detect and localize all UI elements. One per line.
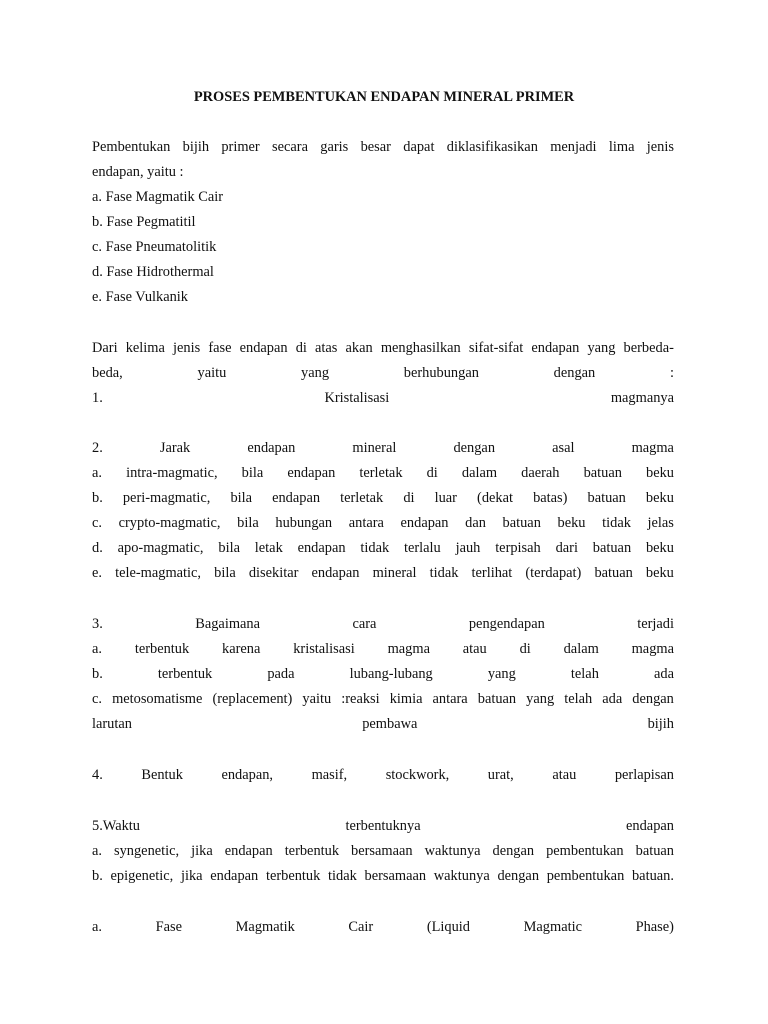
text-line	[92, 438, 674, 458]
word: yang	[487, 666, 516, 682]
word: terbentuknya	[345, 818, 421, 834]
word: dengan	[497, 868, 540, 884]
word: kelima	[125, 340, 165, 356]
word: (dekat	[477, 490, 513, 506]
word: bila	[230, 490, 253, 506]
word: yaitu	[302, 691, 332, 707]
word: mineral	[352, 440, 397, 456]
text-line	[92, 388, 674, 408]
word: Magmatic	[523, 919, 582, 935]
word: c.	[92, 515, 102, 531]
word: dari	[555, 540, 578, 556]
word: 2.	[92, 440, 103, 456]
text-line	[92, 463, 674, 483]
text-line: c. Fase Pneumatolitik	[92, 239, 217, 255]
word: b.	[92, 666, 103, 682]
word: endapan	[297, 540, 346, 556]
word: 4.	[92, 767, 103, 783]
word: terbentuk	[265, 868, 321, 884]
word: terletak	[340, 490, 384, 506]
word: (Liquid	[426, 919, 470, 935]
word: terlihat	[471, 565, 513, 581]
word: batas)	[533, 490, 568, 506]
word: syngenetic,	[114, 843, 180, 859]
word: fase	[208, 340, 232, 356]
word: menghasilkan	[380, 340, 461, 356]
word: batuan	[635, 843, 674, 859]
word: terlalu	[403, 540, 441, 556]
word: terletak	[359, 465, 403, 481]
word: letak	[254, 540, 283, 556]
word: ada	[602, 691, 623, 707]
word: dengan	[453, 440, 496, 456]
word: garis	[320, 139, 349, 155]
word: d.	[92, 540, 103, 556]
word: lubang-lubang	[349, 666, 433, 682]
word: (replacement)	[212, 691, 293, 707]
word: batuan	[583, 465, 622, 481]
text-line: d. Fase Hidrothermal	[92, 264, 214, 280]
word: batuan	[477, 691, 517, 707]
word: b.	[92, 868, 103, 884]
word: pembentukan	[546, 843, 624, 859]
word: batuan	[502, 515, 541, 531]
word: urat,	[487, 767, 514, 783]
word: Pembentukan	[92, 139, 171, 155]
word: beku	[557, 515, 586, 531]
text-line	[92, 714, 674, 734]
text-line: a. Fase Magmatik Cair	[92, 189, 224, 205]
word: a.	[92, 843, 102, 859]
word: luar	[434, 490, 457, 506]
word: atau	[462, 641, 487, 657]
word: endapan	[247, 440, 296, 456]
word: jika	[180, 868, 203, 884]
word: tidak	[602, 515, 631, 531]
word: bila	[237, 515, 259, 531]
text-line	[92, 841, 674, 861]
word: yang	[301, 365, 330, 381]
text-line	[92, 137, 674, 157]
word: yaitu	[197, 365, 227, 381]
word: bijih	[182, 139, 210, 155]
word: telah	[570, 666, 599, 682]
word: epigenetic,	[110, 868, 174, 884]
text-line	[92, 664, 674, 684]
word: Bentuk	[141, 767, 183, 783]
word: Phase)	[635, 919, 674, 935]
word: daerah	[521, 465, 560, 481]
word: magmanya	[610, 390, 674, 406]
word: bila	[218, 540, 240, 556]
word: primer	[221, 139, 260, 155]
word: batuan.	[631, 868, 674, 884]
word: terpisah	[495, 540, 541, 556]
text-line	[92, 639, 674, 659]
text-line	[92, 765, 674, 785]
document-title: PROSES PEMBENTUKAN ENDAPAN MINERAL PRIMER	[193, 89, 575, 105]
word: antara	[432, 691, 468, 707]
word: jauh	[455, 540, 481, 556]
word: endapan	[531, 340, 580, 356]
word: asal	[552, 440, 575, 456]
word: sifat-sifat	[468, 340, 524, 356]
word: endapan	[224, 843, 273, 859]
word: terbentuk	[284, 843, 340, 859]
text-line	[92, 917, 674, 937]
word: c.	[92, 691, 102, 707]
word: tidak	[429, 565, 459, 581]
word: di	[519, 641, 531, 657]
text-line	[92, 689, 674, 709]
text-line	[92, 488, 674, 508]
word: beku	[645, 540, 674, 556]
word: terbentuk	[134, 641, 190, 657]
word: dalam	[461, 465, 498, 481]
word: di	[295, 340, 307, 356]
word: :reaksi	[341, 691, 380, 707]
word: a.	[92, 919, 102, 935]
word: bersamaan	[351, 843, 413, 859]
word: Dari	[92, 340, 118, 356]
word: menjadi	[550, 139, 597, 155]
word: berbeda-	[623, 340, 674, 356]
word: beku	[645, 490, 674, 506]
word: waktunya	[433, 868, 490, 884]
text-line: b. Fase Pegmatitil	[92, 214, 196, 230]
word: Cair	[348, 919, 374, 935]
word: dan	[465, 515, 486, 531]
word: atas	[315, 340, 338, 356]
word: dengan	[553, 365, 596, 381]
word: beku	[646, 465, 674, 481]
word: endapan	[210, 868, 259, 884]
word: metosomatisme	[112, 691, 203, 707]
word: perlapisan	[614, 767, 674, 783]
word: endapan	[400, 515, 449, 531]
word: a.	[92, 641, 102, 657]
word: kimia	[389, 691, 423, 707]
word: yang	[526, 691, 555, 707]
word: endapan	[287, 465, 336, 481]
word: tidak	[360, 540, 390, 556]
word: endapan	[626, 818, 674, 834]
text-line	[92, 338, 674, 358]
word: magma	[631, 641, 674, 657]
word: intra-magmatic,	[126, 465, 218, 481]
text-line	[92, 363, 674, 383]
word: :	[669, 365, 674, 381]
word: pada	[267, 666, 295, 682]
word: tele-magmatic,	[115, 565, 202, 581]
word: Bagaimana	[195, 616, 260, 632]
text-line: e. Fase Vulkanik	[92, 289, 188, 305]
word: di	[403, 490, 415, 506]
word: hubungan	[275, 515, 333, 531]
word: batuan	[587, 490, 626, 506]
word: apo-magmatic,	[117, 540, 204, 556]
word: telah	[564, 691, 593, 707]
word: b.	[92, 490, 103, 506]
word: berhubungan	[403, 365, 479, 381]
word: dengan	[492, 843, 535, 859]
word: endapan,	[221, 767, 274, 783]
word: kristalisasi	[293, 641, 355, 657]
word: terbentuk	[157, 666, 213, 682]
text-line	[92, 614, 674, 634]
text-line	[92, 816, 674, 836]
word: batuan	[594, 565, 633, 581]
word: pengendapan	[468, 616, 545, 632]
word: bila	[241, 465, 264, 481]
word: bersamaan	[364, 868, 427, 884]
word: batuan	[592, 540, 632, 556]
word: ada	[653, 666, 674, 682]
word: masif,	[311, 767, 348, 783]
word: a.	[92, 465, 102, 481]
text-line: endapan, yaitu :	[92, 164, 184, 180]
word: e.	[92, 565, 102, 581]
word: diklasifikasikan	[446, 139, 538, 155]
word: 5.Waktu	[92, 818, 140, 834]
word: magma	[631, 440, 674, 456]
word: akan	[345, 340, 373, 356]
word: lima	[608, 139, 635, 155]
word: terjadi	[637, 616, 674, 632]
word: magma	[387, 641, 430, 657]
word: dapat	[403, 139, 435, 155]
word: (terdapat)	[525, 565, 582, 581]
word: dalam	[563, 641, 599, 657]
word: atau	[552, 767, 577, 783]
word: Fase	[155, 919, 183, 935]
word: 3.	[92, 616, 103, 632]
word: endapan	[311, 565, 360, 581]
word: endapan	[272, 490, 321, 506]
word: pembawa	[362, 716, 418, 732]
word: jika	[191, 843, 213, 859]
word: disekitar	[248, 565, 299, 581]
word: waktunya	[424, 843, 481, 859]
word: endapan	[239, 340, 288, 356]
text-line	[92, 538, 674, 558]
text-line	[92, 563, 674, 583]
word: jenis	[173, 340, 201, 356]
word: Jarak	[159, 440, 191, 456]
word: larutan	[92, 716, 132, 732]
word: stockwork,	[385, 767, 450, 783]
word: cara	[352, 616, 377, 632]
word: pembentukan	[546, 868, 625, 884]
word: peri-magmatic,	[122, 490, 211, 506]
word: antara	[348, 515, 384, 531]
word: beku	[645, 565, 674, 581]
word: Magmatik	[235, 919, 295, 935]
word: jenis	[646, 139, 674, 155]
word: crypto-magmatic,	[118, 515, 221, 531]
word: bijih	[647, 716, 674, 732]
word: mineral	[372, 565, 417, 581]
word: dengan	[632, 691, 674, 707]
text-line	[92, 513, 674, 533]
word: karena	[222, 641, 261, 657]
word: 1.	[92, 390, 103, 406]
text-line	[92, 866, 674, 886]
word: Kristalisasi	[324, 390, 390, 406]
word: beda,	[92, 365, 123, 381]
word: besar	[360, 139, 391, 155]
word: jelas	[647, 515, 674, 531]
word: di	[426, 465, 438, 481]
word: tidak	[328, 868, 357, 884]
word: secara	[272, 139, 308, 155]
word: yang	[587, 340, 616, 356]
word: bila	[214, 565, 236, 581]
